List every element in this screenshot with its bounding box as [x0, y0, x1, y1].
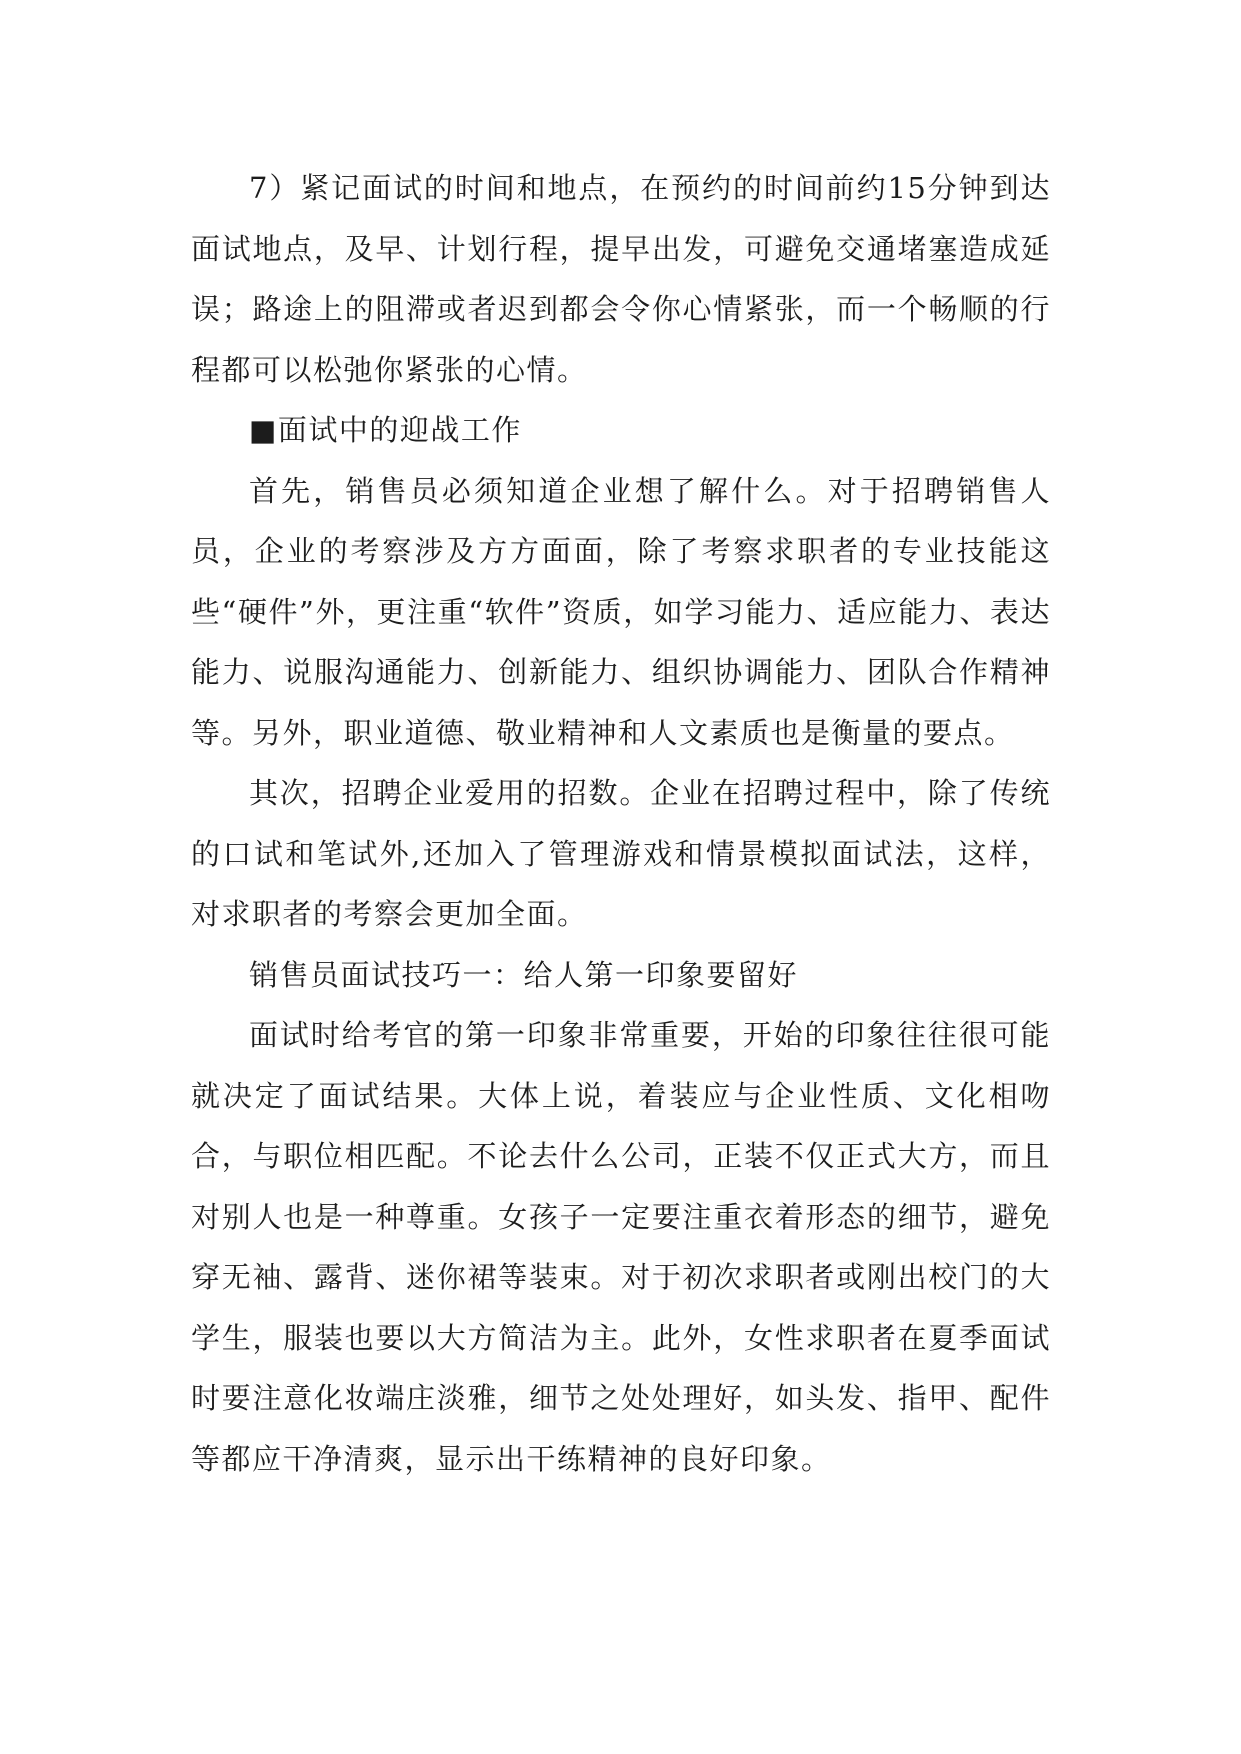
paragraph-recruiting-methods: 其次，招聘企业爱用的招数。企业在招聘过程中，除了传统的口试和笔试外,还加入了管理游戏和情景模拟面试法，这样，对求职者的考察会更加全面。	[191, 776, 1051, 931]
document-body	[191, 158, 1051, 1489]
paragraph-what-company-wants: 首先，销售员必须知道企业想了解什么。对于招聘销售人员，企业的考察涉及方方面面，除了考察求职者的专业技能这些“硬件”外，更注重“软件”资质，如学习能力、适应能力、表达能力、说服沟通能力、创新能力、组织协调能力、团队合作精神等。另外，职业道德、敬业精神和人文素质也是衡量的要点。	[191, 473, 1051, 750]
section-heading-interview: ■面试中的迎战工作	[249, 413, 522, 447]
paragraph-interview-time: 7）紧记面试的时间和地点，在预约的时间前约15分钟到达面试地点，及早、计划行程，提早出发，可避免交通堵塞造成延误；路途上的阻滞或者迟到都会令你心情紧张，而一个畅顺的行程都可以松弛你紧张的心情。	[191, 171, 1051, 387]
paragraph-first-impression: 面试时给考官的第一印象非常重要，开始的印象往往很可能就决定了面试结果。大体上说，着装应与企业性质、文化相吻合，与职位相匹配。不论去什么公司，正装不仅正式大方，而且对别人也是一种尊重。女孩子一定要注重衣着形态的细节，避免穿无袖、露背、迷你裙等装束。对于初次求职者或刚出校门的大学生，服装也要以大方简洁为主。此外，女性求职者在夏季面试时要注意化妆端庄淡雅，细节之处处理好，如头发、指甲、配件等都应干净清爽，显示出干练精神的良好印象。	[191, 1018, 1051, 1476]
section-heading-tip-one: 销售员面试技巧一：给人第一印象要留好	[249, 957, 799, 992]
